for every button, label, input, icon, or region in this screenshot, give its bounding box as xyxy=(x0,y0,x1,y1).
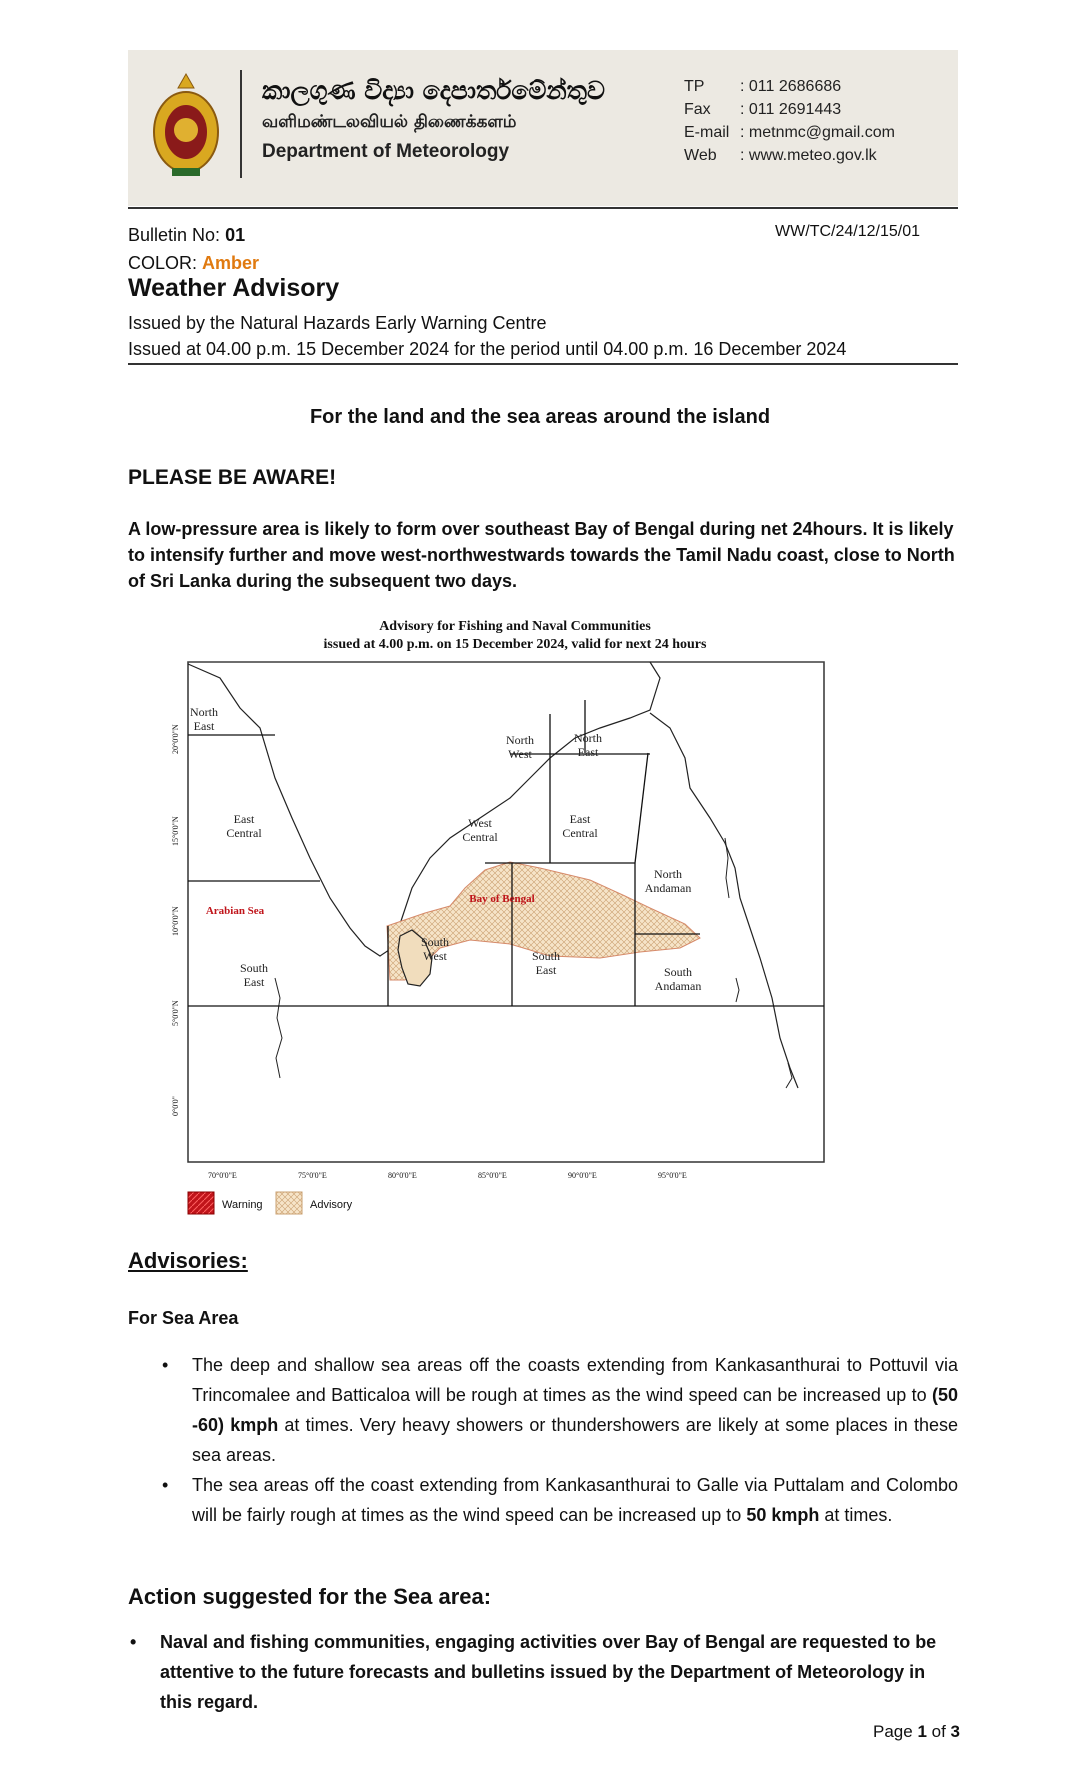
org-name-english: Department of Meteorology xyxy=(262,141,510,162)
region-label: Central xyxy=(226,826,262,840)
bulletin-color: Amber xyxy=(202,253,260,273)
legend-advisory-label: Advisory xyxy=(310,1199,353,1211)
legend-warning-swatch xyxy=(188,1192,214,1214)
list-item: • Naval and fishing communities, engaging activities over Bay of Bengal are requested to be attentive to the future forecasts and bulletins issued by the Department of Meteorology in this regard. xyxy=(128,1627,958,1717)
region-label: Central xyxy=(562,826,598,840)
sea-item-text: The sea areas off the coast extending from Kankasanthurai to Galle via Puttalam and Colombo will be fairly rough at times as the wind speed can be increased up to xyxy=(192,1475,958,1525)
aware-heading: PLEASE BE AWARE! xyxy=(128,466,337,489)
region-label: West xyxy=(423,949,447,963)
page-number xyxy=(873,1722,960,1742)
sea-item-text: at times. xyxy=(819,1505,893,1525)
region-label: North xyxy=(574,731,602,745)
contact-row xyxy=(684,124,895,147)
bay-of-bengal-label: Bay of Bengal xyxy=(469,893,535,905)
lat-label: 10°0'0"N xyxy=(171,906,180,936)
region-label: South xyxy=(531,949,561,963)
region-label: South xyxy=(663,965,693,979)
list-item xyxy=(160,1470,958,1530)
region-label: Andaman xyxy=(654,979,702,993)
lon-label: 70°0'0"E xyxy=(208,1171,237,1180)
advisory-map xyxy=(171,618,830,1218)
lat-label: 20°0'0"N xyxy=(171,724,180,754)
region-label: East xyxy=(193,719,215,733)
intro-paragraph: A low-pressure area is likely to form over southeast Bay of Bengal during net 24hours. It is likely to intensify further and move west-northwestwards towards the Tamil Nadu coast, close to North of Sri Lanka during the subsequent two days. xyxy=(128,519,955,591)
lon-label: 75°0'0"E xyxy=(298,1171,327,1180)
bulletin-color-line xyxy=(128,249,958,277)
contact-key: Fax xyxy=(684,101,711,118)
total-pages: 3 xyxy=(950,1722,960,1741)
contact-value: : www.meteo.gov.lk xyxy=(740,147,877,164)
latitude-labels xyxy=(171,724,180,1116)
list-item xyxy=(160,1350,958,1470)
contact-row xyxy=(684,147,895,170)
region-label: South xyxy=(420,935,450,949)
lat-label: 5°0'0"N xyxy=(171,1000,180,1026)
contact-key: Web xyxy=(684,147,717,164)
document-title: Weather Advisory xyxy=(128,274,340,302)
region-label: East xyxy=(243,975,265,989)
sea-item-text: The deep and shallow sea areas off the coasts extending from Kankasanthurai to Pottuvil via Trincomalee and Batticaloa will be rough at times as the wind speed can be increased up to xyxy=(192,1355,958,1405)
issued-at: Issued at 04.00 p.m. 15 December 2024 for the period until 04.00 p.m. 16 December 2024 xyxy=(128,339,847,359)
contact-value: : 011 2691443 xyxy=(740,101,842,118)
issued-info xyxy=(128,310,846,362)
region-label: East xyxy=(577,745,599,759)
longitude-labels xyxy=(208,1171,687,1180)
contact-row xyxy=(684,78,895,101)
region-label: Andaman xyxy=(644,881,692,895)
letterhead-divider xyxy=(240,70,242,178)
region-label: Central xyxy=(462,830,498,844)
region-label: East xyxy=(535,963,557,977)
sea-item-wind-speed: (50 -60) kmph xyxy=(192,1385,958,1435)
region-label: East xyxy=(569,812,591,826)
sea-item-wind-speed: 50 kmph xyxy=(746,1505,820,1525)
region-label: West xyxy=(508,747,532,761)
lat-label: 15°0'0"N xyxy=(171,816,180,846)
map-canvas xyxy=(171,618,850,1218)
bulletin-meta xyxy=(128,221,958,277)
sea-item-text: at times. Very heavy showers or thundershowers are likely at some places in these sea areas. xyxy=(192,1415,958,1465)
lon-label: 95°0'0"E xyxy=(658,1171,687,1180)
issued-by: Issued by the Natural Hazards Early Warning Centre xyxy=(128,313,547,333)
map-title-line1: Advisory for Fishing and Naval Communities xyxy=(379,619,651,634)
bulletin-color-label: COLOR: xyxy=(128,253,203,273)
advisories-heading: Advisories: xyxy=(128,1248,248,1273)
region-label: North xyxy=(654,867,682,881)
sea-advisory-list xyxy=(160,1350,958,1530)
region-label: South xyxy=(239,961,269,975)
contact-value: : 011 2686686 xyxy=(740,78,842,95)
meta-rule xyxy=(128,363,958,365)
region-label: East xyxy=(233,812,255,826)
region-label: North xyxy=(506,733,534,747)
lon-label: 80°0'0"E xyxy=(388,1171,417,1180)
page-prefix: Page xyxy=(873,1722,918,1741)
contact-key: E-mail xyxy=(684,124,730,141)
sri-lanka-emblem-icon xyxy=(150,70,222,180)
current-page: 1 xyxy=(917,1722,927,1741)
contact-key: TP xyxy=(684,78,705,95)
legend-advisory-swatch xyxy=(276,1192,302,1214)
map-title-line2: issued at 4.00 p.m. on 15 December 2024, valid for next 24 hours xyxy=(323,637,707,652)
sub-heading: For the land and the sea areas around the island xyxy=(309,406,771,428)
sea-area-heading: For Sea Area xyxy=(128,1308,239,1328)
region-label: West xyxy=(468,816,492,830)
org-name-tamil: வளிமண்டலவியல் திணைக்களம் xyxy=(262,112,517,132)
org-names xyxy=(262,74,605,168)
bulletin-reference: WW/TC/24/12/15/01 xyxy=(775,223,920,240)
action-list xyxy=(128,1627,958,1717)
bulletin-number: 01 xyxy=(225,225,246,245)
header-rule xyxy=(128,207,958,209)
lon-label: 90°0'0"E xyxy=(568,1171,597,1180)
page-of: of xyxy=(926,1722,951,1741)
bulletin-number-label: Bulletin No: xyxy=(128,225,226,245)
action-heading: Action suggested for the Sea area: xyxy=(128,1584,492,1609)
org-name-sinhala: කාලගුණ විද්‍යා දෙපාර්තමේන්තුව xyxy=(262,76,605,105)
arabian-sea-label: Arabian Sea xyxy=(205,905,265,917)
contact-block xyxy=(684,78,895,170)
lon-label: 85°0'0"E xyxy=(478,1171,507,1180)
contact-row xyxy=(684,101,895,124)
lat-label: 0°0'0" xyxy=(171,1096,180,1116)
region-label: North xyxy=(190,705,218,719)
legend-warning-label: Warning xyxy=(222,1199,263,1211)
contact-value: : metnmc@gmail.com xyxy=(740,124,895,141)
